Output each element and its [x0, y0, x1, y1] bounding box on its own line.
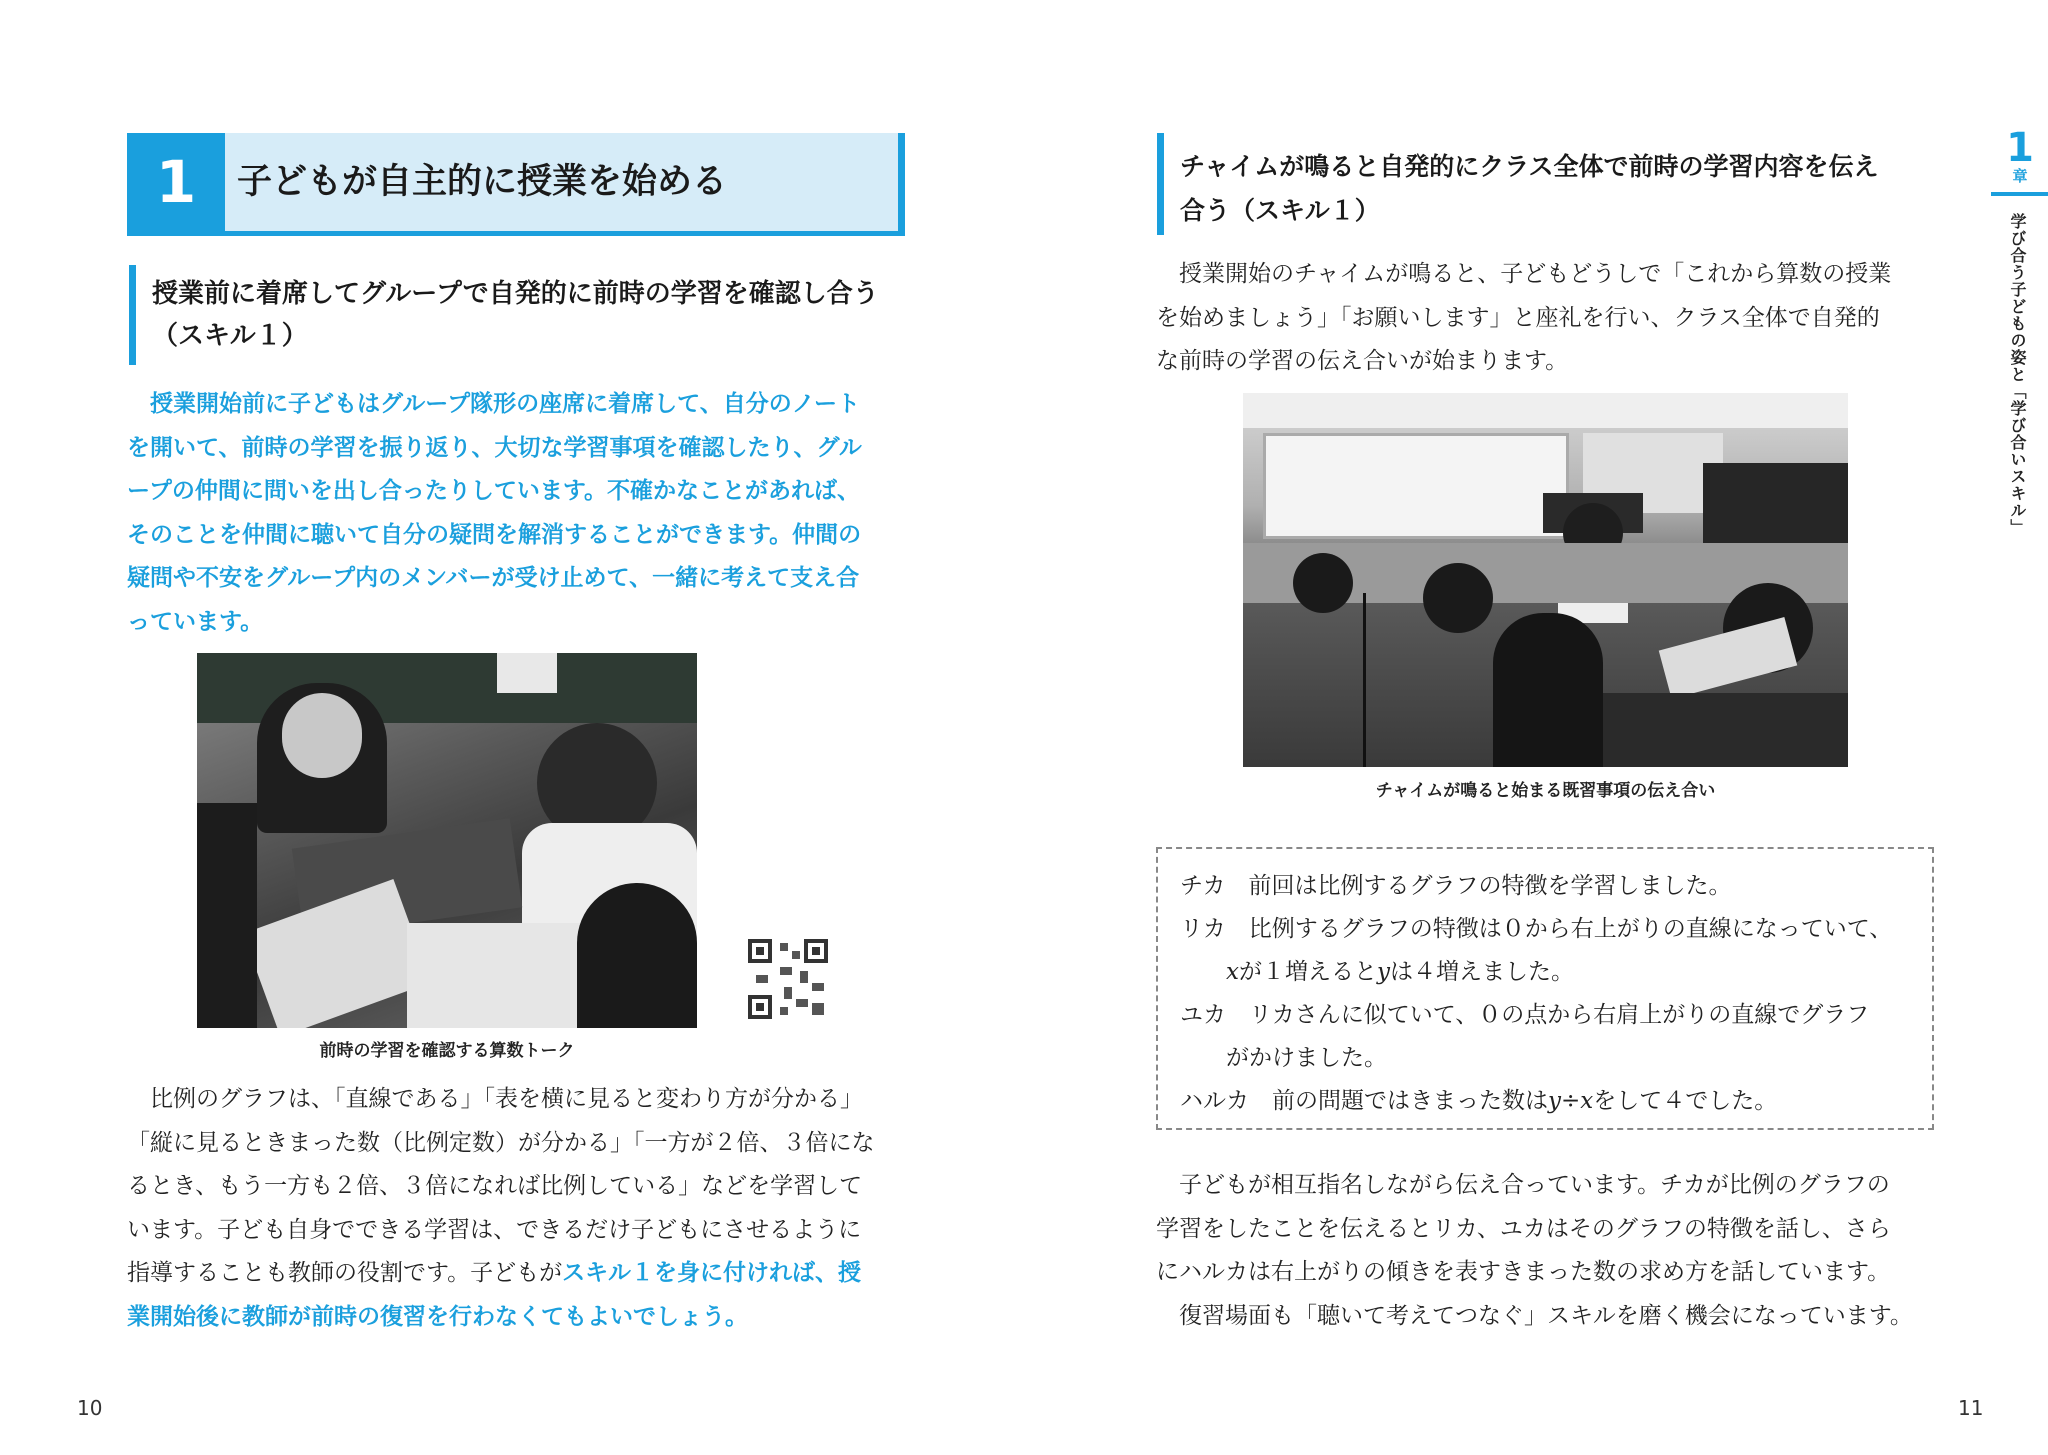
right-subheading: [1180, 145, 1950, 233]
paragraph-line: を始めましょう」「お願いします」と座礼を行い、クラス全体で自発的: [1156, 304, 1880, 331]
chapter-tab-bar: [1991, 192, 2048, 196]
paragraph-line: っています。: [127, 608, 264, 635]
qr-code-icon[interactable]: [744, 935, 832, 1023]
paragraph-line: 授業開始のチャイムが鳴ると、子どもどうしで「これから算数の授業: [1156, 261, 1892, 287]
page-number-left: 10: [77, 1396, 103, 1420]
paragraph-line: を開いて、前時の学習を振り返り、大切な学習事項を確認したり、グル: [127, 434, 862, 461]
page-number-right: 11: [1958, 1396, 1984, 1420]
chapter-number: 1: [2006, 125, 2034, 171]
dialogue-line: がかけました。: [1180, 1045, 1387, 1071]
paragraph-line: [127, 1252, 927, 1296]
paragraph-line: るとき、もう一方も２倍、３倍になれば比例している」などを学習して: [127, 1173, 863, 1199]
paragraph-line: 学習をしたことを伝えるとリカ、ユカはそのグラフの特徴を話し、さら: [1156, 1215, 1891, 1242]
right-intro-paragraph: [1156, 253, 1956, 384]
paragraph-line: 復習場面も「聴いて考えてつなぐ」スキルを磨く機会になっています。: [1156, 1302, 1913, 1329]
section-number: 1: [127, 133, 225, 231]
section-title: 子どもが自主的に授業を始める: [237, 162, 728, 202]
left-photo-caption: 前時の学習を確認する算数トーク: [319, 1041, 575, 1061]
dialogue-line: チカ 前回は比例するグラフの特徴を学習しました。: [1180, 873, 1732, 899]
left-subheading: [152, 273, 912, 357]
highlight-text: スキル１を身に付ければ、授: [562, 1260, 861, 1286]
highlight-text: 業開始後に教師が前時の復習を行わなくてもよいでしょう。: [127, 1303, 748, 1330]
chapter-vertical-title: 学び合う子どもの姿と「学び合いスキル」: [2008, 213, 2027, 536]
right-photo-caption: チャイムが鳴ると始まる既習事項の伝え合い: [1375, 781, 1716, 801]
dialogue-box: [1156, 847, 1934, 1130]
subheading-accent-bar: [1157, 133, 1164, 235]
paragraph-line: にハルカは右上がりの傾きを表すきまった数の求め方を話しています。: [1156, 1259, 1891, 1285]
paragraph-line: 授業開始前に子どもはグループ隊形の座席に着席して、自分のノート: [127, 391, 861, 417]
photo-classroom-chime: [1243, 393, 1848, 767]
dialogue-line: リカ 比例するグラフの特徴は０から右上がりの直線になっていて、: [1180, 916, 1893, 942]
chapter-label: 章: [2012, 167, 2028, 185]
subheading-accent-bar: [129, 265, 136, 365]
left-subheading-line1: 授業前に着席してグループで自発的に前時の学習を確認し合う: [152, 279, 879, 309]
paragraph-line: ープの仲間に問いを出し合ったりしています。不確かなことがあれば、: [127, 478, 861, 504]
paragraph-line: 「縦に見るときまった数（比例定数）が分かる」「一方が２倍、３倍にな: [127, 1129, 875, 1156]
paragraph-text: 指導することも教師の役割です。子どもが: [127, 1260, 563, 1286]
dialogue-line: 𝑥が１増えると𝑦は４増えました。: [1180, 959, 1574, 985]
paragraph-line: 比例のグラフは、「直線である」「表を横に見ると変わり方が分かる」: [127, 1086, 863, 1112]
paragraph-line: そのことを仲間に聴いて自分の疑問を解消することができます。仲間の: [127, 521, 862, 548]
photo-group-math-talk: [197, 653, 697, 1028]
dialogue-line: ユカ リカさんに似ていて、０の点から右肩上がりの直線でグラフ: [1180, 1002, 1870, 1028]
right-subheading-line2: 合う（スキル１）: [1180, 196, 1380, 225]
left-subheading-line2: （スキル１）: [152, 321, 308, 351]
paragraph-line: 疑問や不安をグループ内のメンバーが受け止めて、一緒に考えて支え合: [127, 565, 860, 591]
paragraph-line: います。子ども自身でできる学習は、できるだけ子どもにさせるように: [127, 1216, 862, 1243]
left-body-paragraph: [127, 1078, 927, 1339]
right-subheading-line1: チャイムが鳴ると自発的にクラス全体で前時の学習内容を伝え: [1180, 152, 1879, 181]
paragraph-line: な前時の学習の伝え合いが始まります。: [1156, 348, 1569, 374]
left-intro-paragraph: [127, 383, 917, 644]
paragraph-line: 子どもが相互指名しながら伝え合っています。チカが比例のグラフの: [1156, 1172, 1890, 1198]
section-header: [127, 133, 905, 236]
right-body-paragraph: [1156, 1164, 1956, 1338]
dialogue-line: ハルカ 前の問題ではきまった数は𝑦÷𝑥をして４でした。: [1180, 1088, 1778, 1114]
